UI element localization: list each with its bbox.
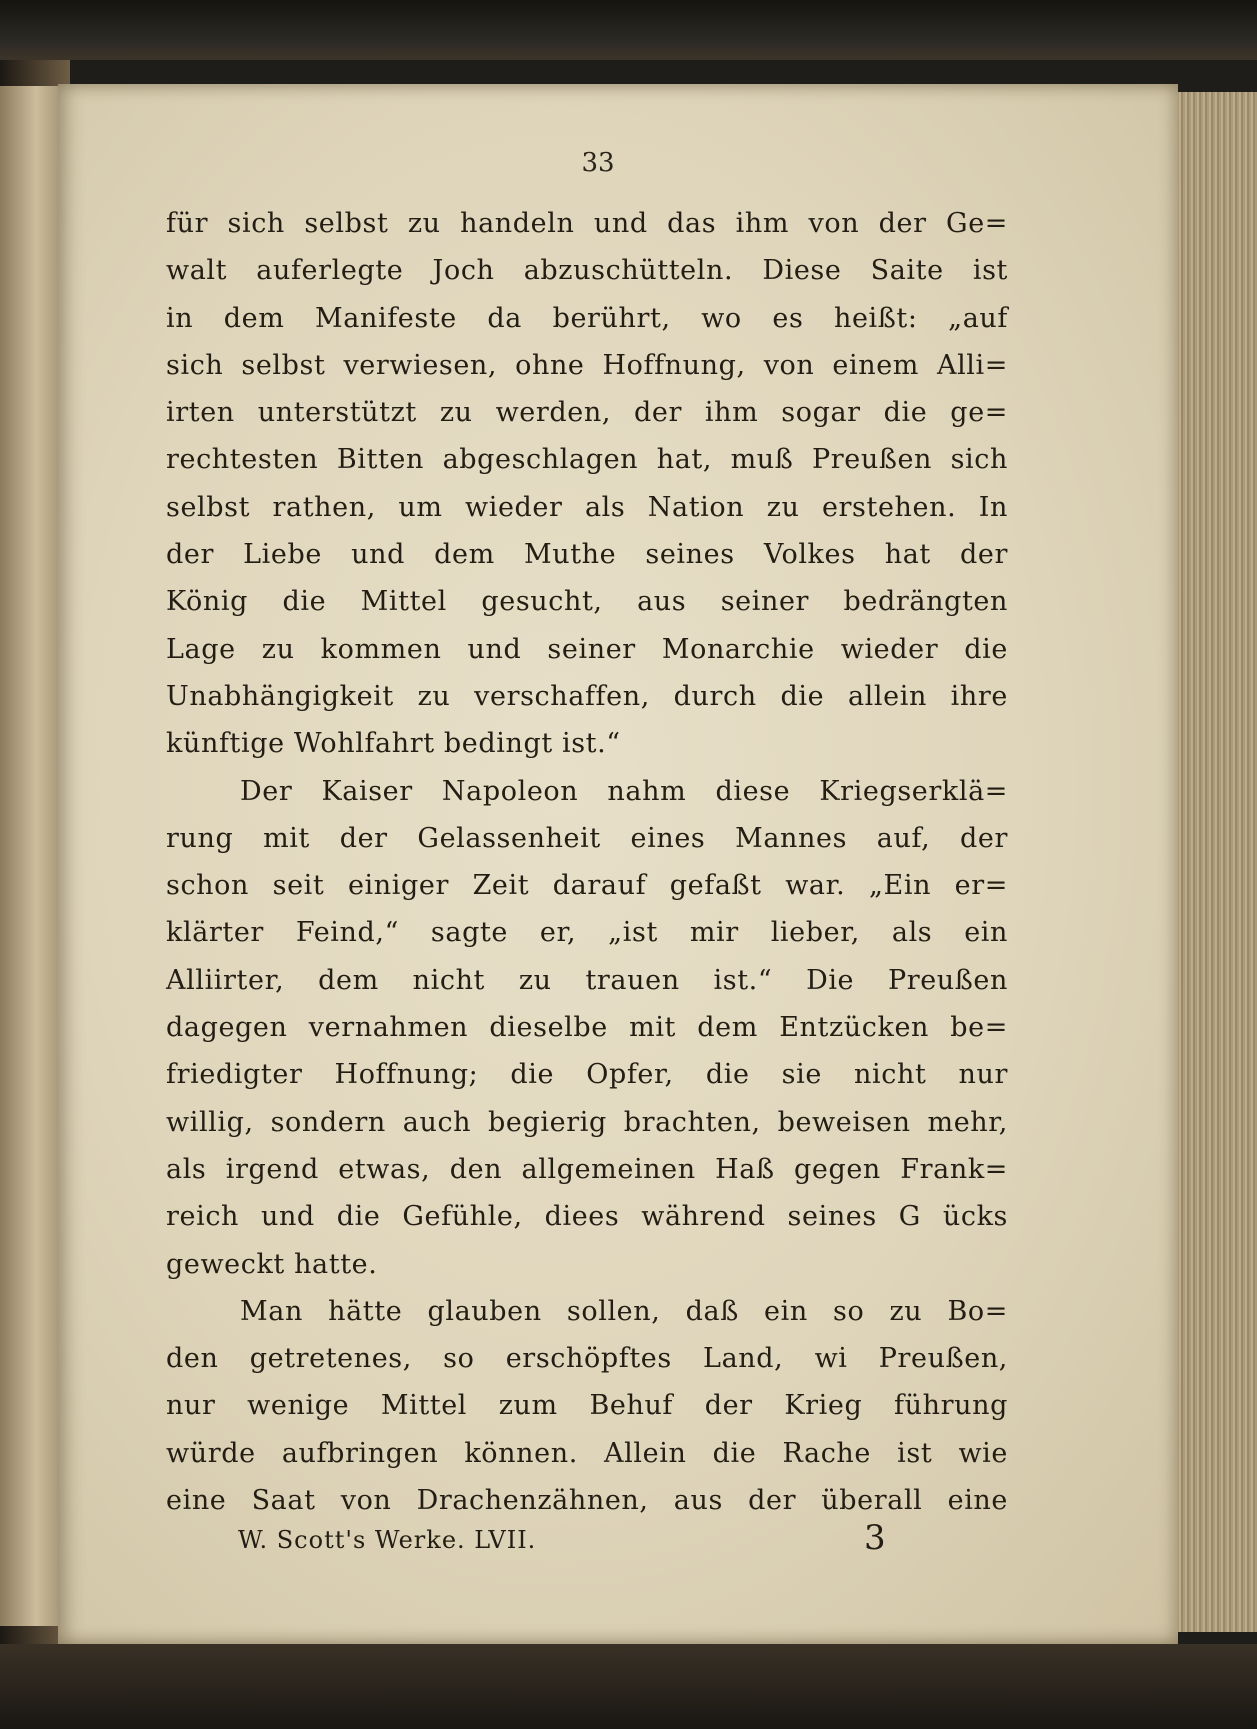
text-line: nur wenige Mittel zum Behuf der Krieg führung — [166, 1390, 1008, 1422]
text-line: walt auferlegte Joch abzuschütteln. Diese Saite ist — [166, 255, 1008, 287]
text-line: rechtesten Bitten abgeschlagen hat, muß Preußen sich — [166, 444, 1008, 476]
text-line: König die Mittel gesucht, aus seiner bedrängten — [166, 586, 1008, 618]
text-line: würde aufbringen können. Allein die Rache ist wie — [166, 1437, 1008, 1469]
text-line: friedigter Hoffnung; die Opfer, die sie nicht nur — [166, 1059, 1008, 1091]
text-line: sich selbst verwiesen, ohne Hoffnung, von einem Alli= — [166, 349, 1008, 381]
text-line: selbst rathen, um wieder als Nation zu erstehen. In — [166, 491, 1008, 523]
text-line: dagegen vernahmen dieselbe mit dem Entzücken be= — [166, 1012, 1008, 1044]
sheet-signature-mark: 3 — [864, 1518, 886, 1558]
paragraph-start-line: Der Kaiser Napoleon nahm diese Kriegserklä= — [240, 775, 1008, 807]
text-line: Lage zu kommen und seiner Monarchie wieder die — [166, 633, 1008, 665]
text-line: reich und die Gefühle, diees während seines G ücks — [166, 1201, 1008, 1233]
text-line: schon seit einiger Zeit darauf gefaßt war. „Ein er= — [166, 870, 1008, 902]
text-line: den getretenes, so erschöpftes Land, wi Preußen, — [166, 1343, 1008, 1375]
body-text — [166, 200, 1008, 1524]
page-stack-edges — [1178, 92, 1257, 1632]
text-line: als irgend etwas, den allgemeinen Haß gegen Frank= — [166, 1153, 1008, 1185]
signature-line: W. Scott's Werke. LVII. — [238, 1526, 537, 1554]
scanner-bottom-edge — [0, 1644, 1257, 1729]
text-line: in dem Manifeste da berührt, wo es heißt: „auf — [166, 302, 1008, 334]
text-line: irten unterstützt zu werden, der ihm sogar die ge= — [166, 397, 1008, 429]
text-line: für sich selbst zu handeln und das ihm von der Ge= — [166, 208, 1008, 239]
text-line: eine Saat von Drachenzähnen, aus der überall eine — [166, 1485, 1008, 1517]
page-number: 33 — [581, 148, 615, 178]
paragraph-start-line: Man hätte glauben sollen, daß ein so zu Bo= — [240, 1295, 1008, 1327]
text-line: der Liebe und dem Muthe seines Volkes hat der — [166, 539, 1008, 571]
text-line: geweckt hatte. — [166, 1248, 378, 1280]
text-line: Alliirter, dem nicht zu trauen ist.“ Die Preußen — [166, 964, 1008, 996]
text-line: klärter Feind,“ sagte er, „ist mir lieber, als ein — [166, 917, 1008, 949]
left-page-edge — [0, 86, 60, 1626]
text-line: Unabhängigkeit zu verschaffen, durch die allein ihre — [166, 680, 1008, 712]
text-line: willig, sondern auch begierig brachten, beweisen mehr, — [166, 1106, 1008, 1138]
text-line: rung mit der Gelassenheit eines Mannes auf, der — [166, 822, 1008, 854]
text-line: künftige Wohlfahrt bedingt ist.“ — [166, 728, 621, 760]
scanner-top-edge — [0, 0, 1257, 60]
